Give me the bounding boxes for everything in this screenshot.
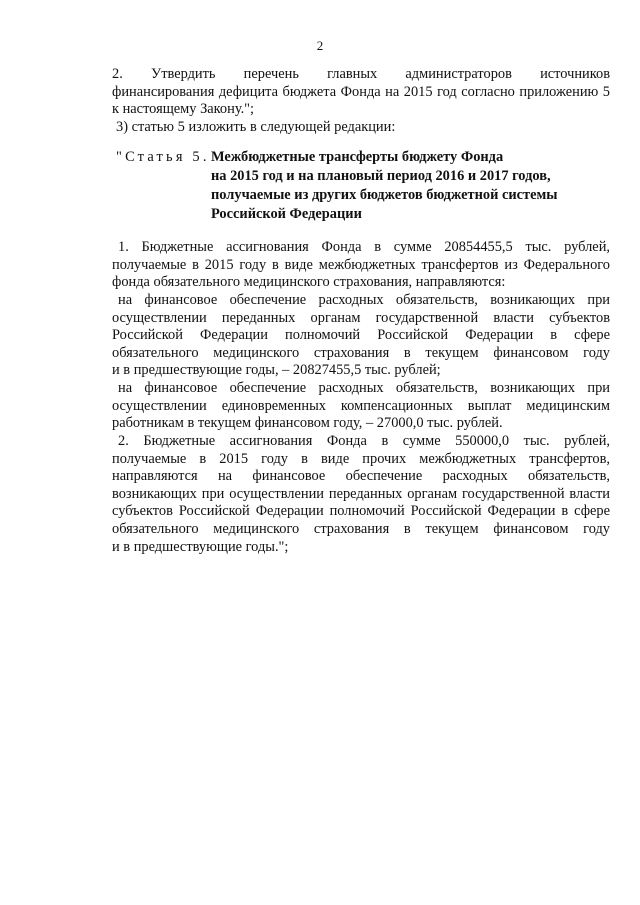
intro-item-3-text: 3) статью 5 изложить в следующей редакции: <box>116 119 396 135</box>
intro-item-2 <box>112 66 610 119</box>
p2-line-2: осуществлении переданных органам государственной власти субъектов <box>112 309 610 326</box>
p3-line-3: работникам в текущем финансовом году, – 27000,0 тыс. рублей. <box>112 415 503 432</box>
page-number: 2 <box>316 38 324 53</box>
p4-line-6: обязательного медицинского страхования в текущем финансовом году <box>112 520 610 537</box>
p4-line-1: 2. Бюджетные ассигнования Фонда в сумме 550000,0 тыс. рублей, <box>118 433 610 449</box>
p2-line-4: обязательного медицинского страхования в текущем финансовом году <box>112 344 610 361</box>
intro-line-1: 2. Утвердить перечень главных администраторов источников <box>112 66 610 82</box>
p2-line-1: на финансовое обеспечение расходных обязательств, возникающих при <box>118 292 610 308</box>
intro-line-2: финансирования дефицита бюджета Фонда на 2015 год согласно приложению 5 <box>112 83 610 100</box>
article-title-line-2: на 2015 год и на плановый период 2016 и 2017 годов, <box>211 168 551 184</box>
p3-line-2: осуществлении единовременных компенсационных выплат медицинским <box>112 397 610 414</box>
paragraph-3 <box>112 380 610 433</box>
article-title-line-1: Межбюджетные трансферты бюджету Фонда <box>211 149 504 165</box>
intro-item-3 <box>112 119 610 137</box>
intro-line-3: к настоящему Закону."; <box>112 101 255 118</box>
paragraph-1 <box>112 239 610 292</box>
p1-line-3: фонда обязательного медицинского страхования, направляются: <box>112 274 506 291</box>
p4-line-3: направляются на финансовое обеспечение расходных обязательств, <box>112 468 610 485</box>
p1-line-2: получаемые в 2015 году в виде межбюджетных трансфертов из Федерального <box>112 256 610 273</box>
p3-line-1: на финансовое обеспечение расходных обязательств, возникающих при <box>118 380 610 396</box>
article-heading <box>112 148 610 224</box>
article-prefix: "Статья 5. <box>116 149 210 165</box>
p4-line-2: получаемые в 2015 году в виде прочих межбюджетных трансфертов, <box>112 450 610 467</box>
p1-line-1: 1. Бюджетные ассигнования Фонда в сумме 20854455,5 тыс. рублей, <box>118 239 610 255</box>
paragraph-2 <box>112 292 610 380</box>
p2-line-3: Российской Федерации полномочий Российской Федерации в сфере <box>112 327 610 344</box>
p4-line-5: субъектов Российской Федерации полномочий Российской Федерации в сфере <box>112 503 610 520</box>
p4-line-4: возникающих при осуществлении переданных органам государственной власти <box>112 485 610 502</box>
p4-line-7: и в предшествующие годы."; <box>112 538 289 555</box>
article-title-line-3: получаемые из других бюджетов бюджетной системы <box>211 187 558 203</box>
paragraph-4 <box>112 433 610 556</box>
p2-line-5: и в предшествующие годы, – 20827455,5 тыс. рублей; <box>112 362 441 379</box>
article-title-line-4: Российской Федерации <box>211 206 362 222</box>
